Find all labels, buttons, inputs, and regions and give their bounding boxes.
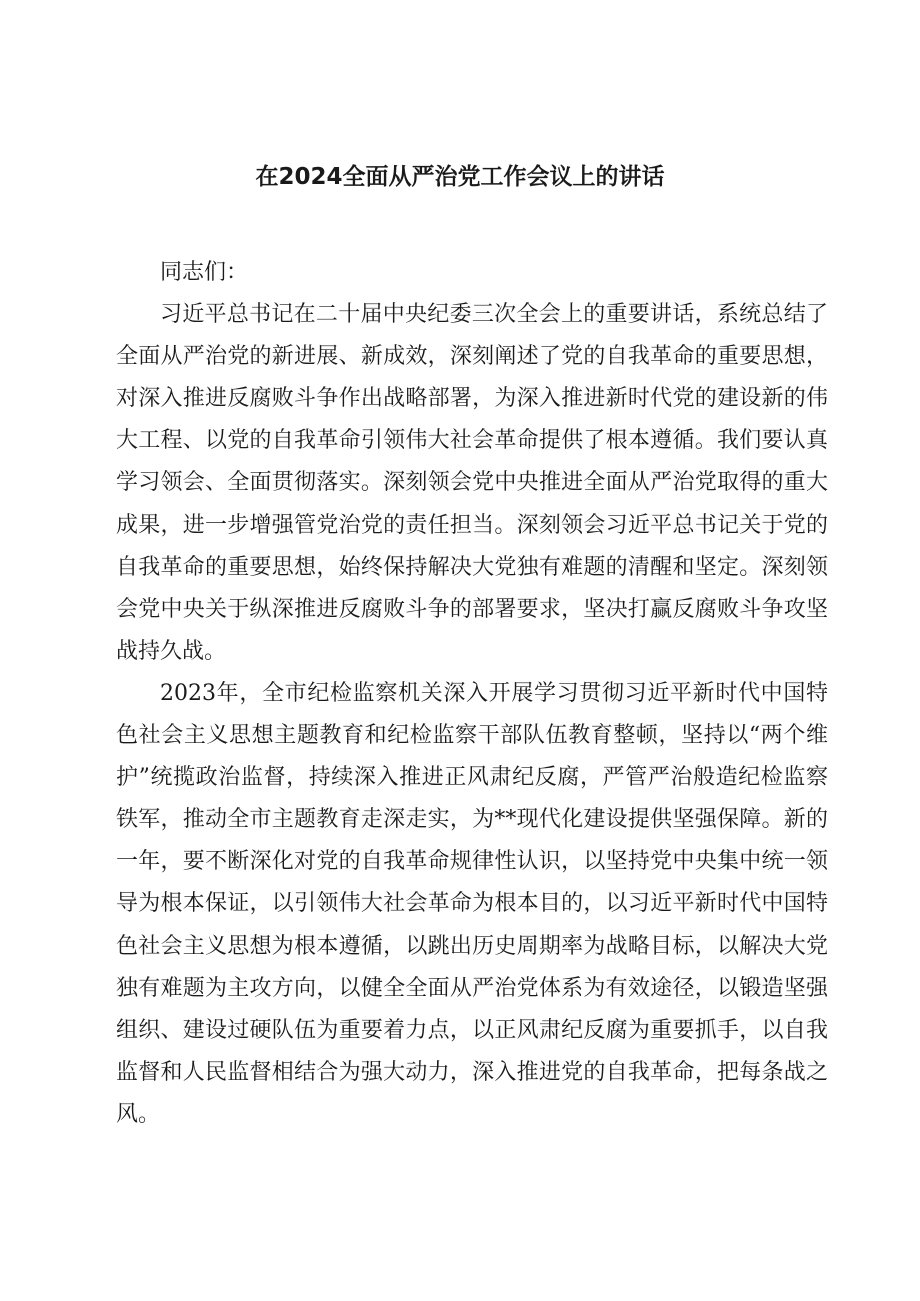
salutation: 同志们： [160, 260, 249, 285]
paragraph-2: 2023年，全市纪检监察机关深入开展学习贯彻习近平新时代中国特色社会主义思想主题教育和纪检监察干部队伍教育整顿，坚持以“两个维护”统揽政治监督，持续深入推进正风肃纪反腐，严管严治般造纪检监察铁军，推动全市主题教育走深走实，为**现代化建设提供坚强保障。新的一年，要不断深化对党的自我革命规律性认识，以坚持党中央集中统一领导为根本保证，以引领伟大社会革命为根本目的，以习近平新时代中国特色社会主义思想为根本遵循，以跳出历史周期率为战略目标，以解决大党独有难题为主攻方向，以健全全面从严治党体系为有效途径，以锻造坚强组织、建设过硬队伍为重要着力点，以正风肃纪反腐为重要抓手，以自我监督和人民监督相结合为强大动力，深入推进党的自我革命，把每条战之风。 [116, 680, 828, 1127]
paragraph-1: 习近平总书记在二十届中央纪委三次全会上的重要讲话，系统总结了全面从严治党的新进展、新成效，深刻阐述了党的自我革命的重要思想，对深入推进反腐败斗争作出战略部署，为深入推进新时代党的建设新的伟大工程、以党的自我革命引领伟大社会革命提供了根本遵循。我们要认真学习领会、全面贯彻落实。深刻领会党中央推进全面从严治党取得的重大成果，进一步增强管党治党的责任担当。深刻领会习近平总书记关于党的自我革命的重要思想，始终保持解决大党独有难题的清醒和坚定。深刻领会党中央关于纵深推进反腐败斗争的部署要求，坚决打赢反腐败斗争攻坚战持久战。 [116, 302, 828, 664]
document-title: 在2024全面从严治党工作会议上的讲话 [255, 164, 665, 190]
document-body [116, 252, 828, 1136]
